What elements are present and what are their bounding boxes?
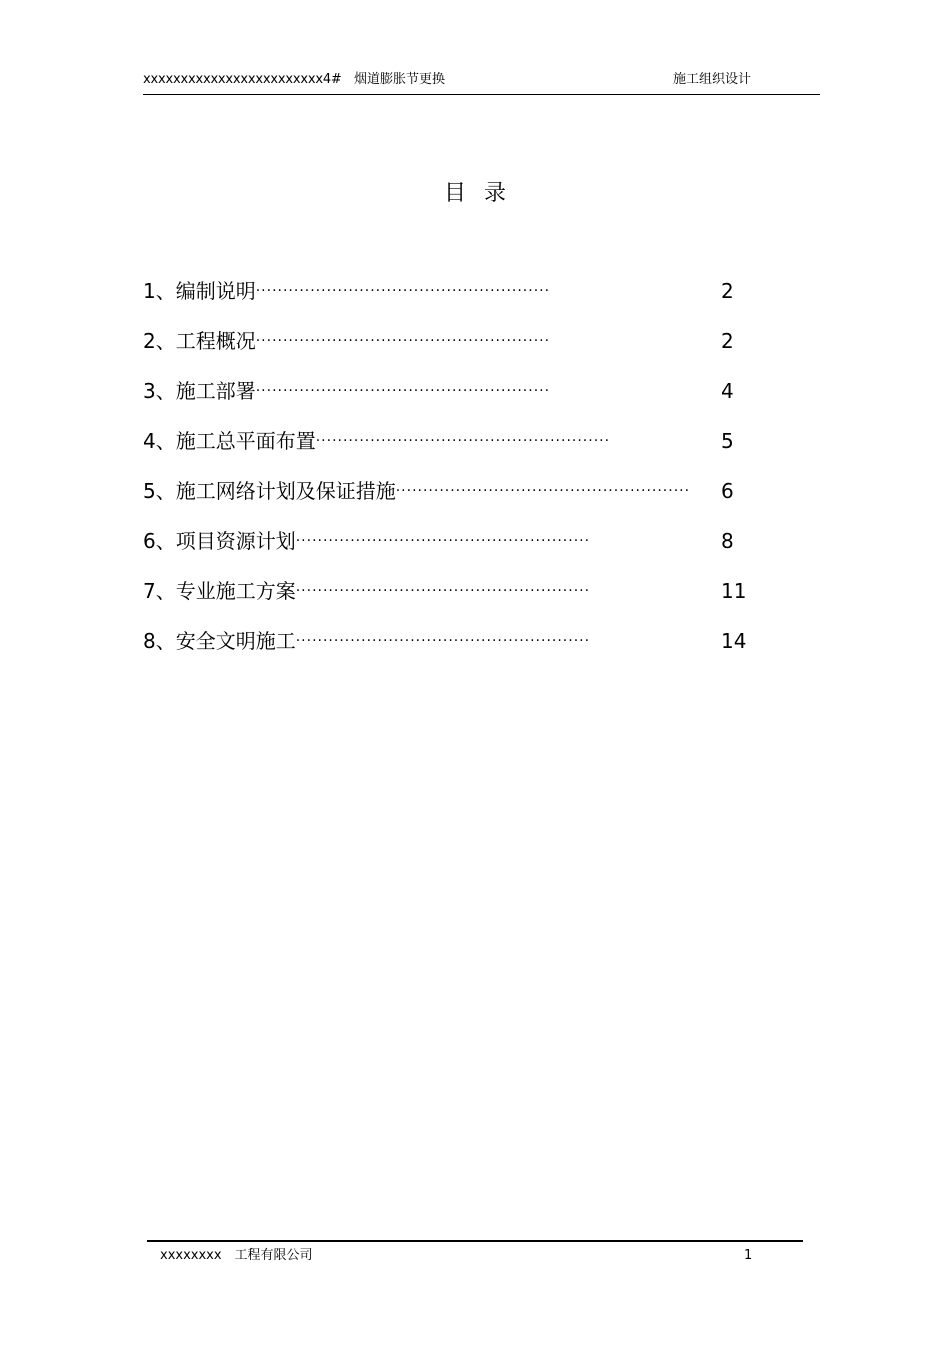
toc-entry-label: 1、编制说明 [143,279,256,303]
toc-entry[interactable] [143,526,763,576]
toc-entry-page: 11 [721,579,747,603]
toc-leader-dots: ······················································ [295,533,591,549]
footer-page-number: 1 [744,1248,753,1263]
toc-entry[interactable] [143,426,763,476]
page-header [143,68,820,95]
header-document-type: 施工组织设计 [673,72,752,87]
toc-entry-label-wrap [143,526,660,556]
toc-entry-label-wrap [143,426,660,456]
header-subject: 烟道膨胀节更换 [354,72,446,87]
toc-entry-label: 5、施工网络计划及保证措施 [143,479,396,503]
toc-entry-label-wrap [143,326,660,356]
toc-leader-dots: ······················································ [255,283,551,299]
toc-entry-label: 4、施工总平面布置 [143,429,316,453]
header-project-name: xxxxxxxxxxxxxxxxxxxxxxxx4# [143,72,342,87]
footer-company-name: xxxxxxxx 工程有限公司 [160,1248,313,1263]
toc-leader-dots: ······················································ [295,583,591,599]
toc-entry[interactable] [143,626,763,676]
toc-entry-page: 6 [721,479,734,503]
toc-entry-label: 6、项目资源计划 [143,529,296,553]
toc-entry-page: 2 [721,279,734,303]
toc-entry[interactable] [143,276,763,326]
toc-leader-dots: ······················································ [315,433,611,449]
toc-entry-page: 5 [721,429,734,453]
toc-entry-label: 8、安全文明施工 [143,629,296,653]
toc-entry-label-wrap [143,576,660,606]
toc-entry-page: 8 [721,529,734,553]
toc-entry-label: 7、专业施工方案 [143,579,296,603]
toc-entry-label-wrap [143,476,691,506]
toc-leader-dots: ······················································ [255,383,551,399]
toc-entry-page: 14 [721,629,747,653]
toc-leader-dots: ······················································ [255,333,551,349]
toc-entry-label-wrap [143,626,660,656]
toc-entry[interactable] [143,576,763,626]
toc-entry[interactable] [143,476,763,526]
toc-entry-page: 4 [721,379,734,403]
footer-divider [147,1240,803,1242]
toc-leader-dots: ······················································ [395,483,691,499]
toc-title: 目录 [443,181,524,206]
table-of-contents [143,276,763,676]
toc-entry[interactable] [143,376,763,426]
toc-entry[interactable] [143,326,763,376]
toc-leader-dots: ······················································ [295,633,591,649]
toc-entry-label: 2、工程概况 [143,329,256,353]
toc-entry-label: 3、施工部署 [143,379,256,403]
toc-entry-label-wrap [143,376,660,406]
toc-entry-label-wrap [143,276,660,306]
toc-entry-page: 2 [721,329,734,353]
